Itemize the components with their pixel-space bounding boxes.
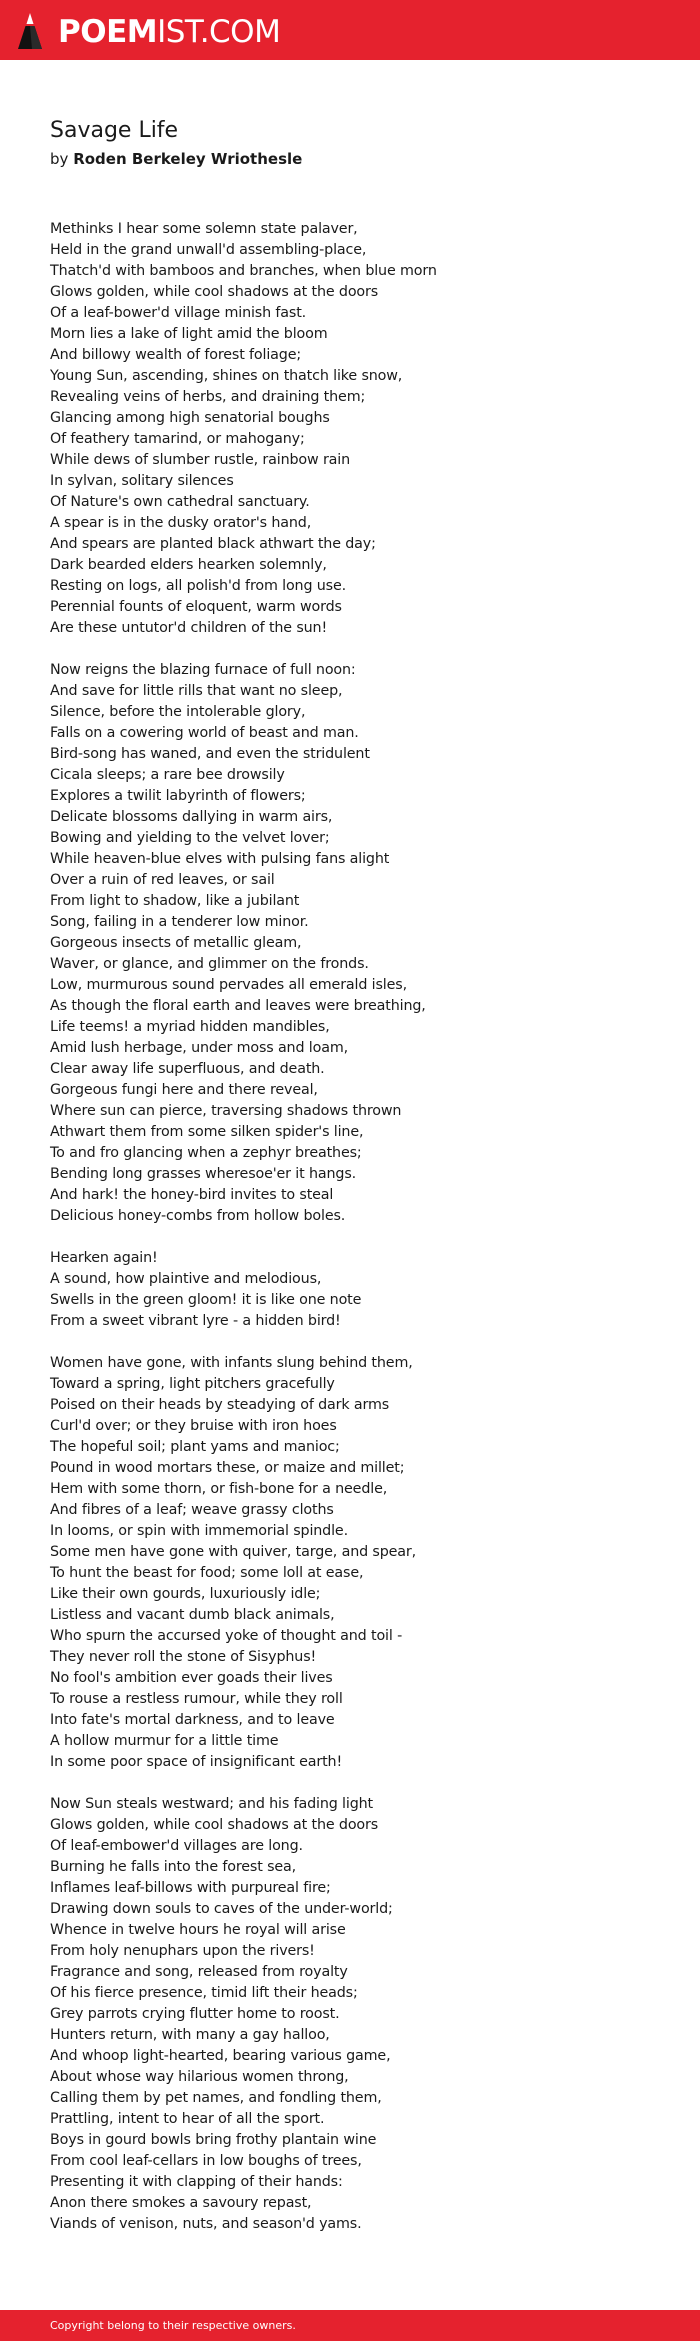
poem-line: Resting on logs, all polish'd from long use. bbox=[50, 578, 347, 594]
poem-line: Drawing down souls to caves of the under-world; bbox=[50, 1901, 393, 1917]
stanza bbox=[50, 1794, 670, 2235]
poem-line: Women have gone, with infants slung behind them, bbox=[50, 1355, 413, 1371]
poem-line: Athwart them from some silken spider's line, bbox=[50, 1124, 364, 1140]
poem-line: Explores a twilit labyrinth of flowers; bbox=[50, 788, 306, 804]
poem-line: Bending long grasses wheresoe'er it hangs. bbox=[50, 1166, 357, 1182]
poem-line: Prattling, intent to hear of all the sport. bbox=[50, 2111, 325, 2127]
poem-line: Of his fierce presence, timid lift their heads; bbox=[50, 1985, 358, 2001]
poem-line: As though the floral earth and leaves were breathing, bbox=[50, 998, 426, 1014]
poem-line: Of feathery tamarind, or mahogany; bbox=[50, 431, 305, 447]
poem-line: Life teems! a myriad hidden mandibles, bbox=[50, 1019, 330, 1035]
poem-line: Silence, before the intolerable glory, bbox=[50, 704, 306, 720]
logo-text-bold: POEM bbox=[58, 13, 158, 50]
poem-line: Now Sun steals westward; and his fading light bbox=[50, 1796, 373, 1812]
poem-line: Swells in the green gloom! it is like one note bbox=[50, 1292, 362, 1308]
poem-line: In looms, or spin with immemorial spindle. bbox=[50, 1523, 348, 1539]
poem-line: A sound, how plaintive and melodious, bbox=[50, 1271, 322, 1287]
poem-title: Savage Life bbox=[50, 118, 179, 143]
poem-line: Who spurn the accursed yoke of thought and toil - bbox=[50, 1628, 403, 1644]
poem-line: Curl'd over; or they bruise with iron hoes bbox=[50, 1418, 337, 1434]
stanza bbox=[50, 1353, 670, 1773]
logo-text-light: IST.COM bbox=[157, 13, 281, 50]
poem-line: Are these untutor'd children of the sun! bbox=[50, 620, 328, 636]
poem-line: Delicious honey-combs from hollow boles. bbox=[50, 1208, 346, 1224]
poem-line: Falls on a cowering world of beast and man. bbox=[50, 725, 359, 741]
poem-line: And spears are planted black athwart the day; bbox=[50, 536, 376, 552]
poem-line: Of leaf-embower'd villages are long. bbox=[50, 1838, 303, 1854]
poem-line: Presenting it with clapping of their hands: bbox=[50, 2174, 343, 2190]
stanza bbox=[50, 1248, 670, 1332]
site-header bbox=[0, 0, 700, 60]
poem-line: Morn lies a lake of light amid the bloom bbox=[50, 326, 328, 342]
poem-line: Low, murmurous sound pervades all emerald isles, bbox=[50, 977, 407, 993]
poem-line: Perennial founts of eloquent, warm words bbox=[50, 599, 342, 615]
poem-line: Some men have gone with quiver, targe, and spear, bbox=[50, 1544, 417, 1560]
poem-line: While dews of slumber rustle, rainbow rain bbox=[50, 452, 351, 468]
stanza bbox=[50, 660, 670, 1227]
copyright-text: Copyright belong to their respective owners. bbox=[50, 2319, 296, 2332]
poem-line: Of Nature's own cathedral sanctuary. bbox=[50, 494, 310, 510]
poem-line: About whose way hilarious women throng, bbox=[50, 2069, 349, 2085]
poem-line: Clear away life superfluous, and death. bbox=[50, 1061, 325, 1077]
poem-line: Poised on their heads by steadying of dark arms bbox=[50, 1397, 390, 1413]
poem-line: Waver, or glance, and glimmer on the fronds. bbox=[50, 956, 369, 972]
by-label: by bbox=[50, 150, 69, 168]
site-footer bbox=[0, 2310, 700, 2341]
poem-line: Boys in gourd bowls bring frothy plantain wine bbox=[50, 2132, 377, 2148]
poem-line: Delicate blossoms dallying in warm airs, bbox=[50, 809, 333, 825]
poem-line: Glancing among high senatorial boughs bbox=[50, 410, 330, 426]
poem-line: Hunters return, with many a gay halloo, bbox=[50, 2027, 330, 2043]
poem-line: Dark bearded elders hearken solemnly, bbox=[50, 557, 327, 573]
poem-line: Pound in wood mortars these, or maize and millet; bbox=[50, 1460, 405, 1476]
poem-line: From a sweet vibrant lyre - a hidden bird! bbox=[50, 1313, 341, 1329]
author-name: Roden Berkeley Wriothesle bbox=[73, 150, 303, 168]
poem-line: Young Sun, ascending, shines on thatch like snow, bbox=[50, 368, 403, 384]
poem-line: To hunt the beast for food; some loll at ease, bbox=[50, 1565, 364, 1581]
poem-line: From light to shadow, like a jubilant bbox=[50, 893, 300, 909]
poem-line: Cicala sleeps; a rare bee drowsily bbox=[50, 767, 285, 783]
poem-line: Toward a spring, light pitchers gracefully bbox=[50, 1376, 335, 1392]
pencil-logo-icon bbox=[18, 13, 42, 51]
poem-line: And billowy wealth of forest foliage; bbox=[50, 347, 302, 363]
poem-line: Whence in twelve hours he royal will arise bbox=[50, 1922, 346, 1938]
poem-line: They never roll the stone of Sisyphus! bbox=[50, 1649, 317, 1665]
poem-line: Thatch'd with bamboos and branches, when blue morn bbox=[50, 263, 437, 279]
poem-line: To and fro glancing when a zephyr breathes; bbox=[50, 1145, 362, 1161]
poem-line: Bowing and yielding to the velvet lover; bbox=[50, 830, 330, 846]
poem-line: Now reigns the blazing furnace of full noon: bbox=[50, 662, 356, 678]
site-logo-text bbox=[58, 13, 281, 50]
poem-line: No fool's ambition ever goads their lives bbox=[50, 1670, 333, 1686]
poem-line: Glows golden, while cool shadows at the doors bbox=[50, 1817, 379, 1833]
poem-line: From holy nenuphars upon the rivers! bbox=[50, 1943, 315, 1959]
poem-line: And hark! the honey-bird invites to steal bbox=[50, 1187, 334, 1203]
poem-line: Listless and vacant dumb black animals, bbox=[50, 1607, 335, 1623]
poem-line: Calling them by pet names, and fondling them, bbox=[50, 2090, 382, 2106]
site-logo-link[interactable] bbox=[18, 12, 280, 52]
poem-line: Hem with some thorn, or fish-bone for a needle, bbox=[50, 1481, 388, 1497]
poem-line: Gorgeous insects of metallic gleam, bbox=[50, 935, 302, 951]
poem-line: Song, failing in a tenderer low minor. bbox=[50, 914, 309, 930]
poem-line: Methinks I hear some solemn state palaver, bbox=[50, 221, 358, 237]
poem-line: Into fate's mortal darkness, and to leave bbox=[50, 1712, 335, 1728]
poem-line: Fragrance and song, released from royalty bbox=[50, 1964, 348, 1980]
poem-line: The hopeful soil; plant yams and manioc; bbox=[50, 1439, 340, 1455]
poem-line: Bird-song has waned, and even the stridulent bbox=[50, 746, 370, 762]
poem-line: Like their own gourds, luxuriously idle; bbox=[50, 1586, 321, 1602]
poem-line: And fibres of a leaf; weave grassy cloths bbox=[50, 1502, 334, 1518]
poem-line: Revealing veins of herbs, and draining them; bbox=[50, 389, 366, 405]
poem-line: Where sun can pierce, traversing shadows thrown bbox=[50, 1103, 402, 1119]
poem-line: Of a leaf-bower'd village minish fast. bbox=[50, 305, 307, 321]
poem-line: From cool leaf-cellars in low boughs of trees, bbox=[50, 2153, 362, 2169]
poem-line: Hearken again! bbox=[50, 1250, 158, 1266]
poem-line: Glows golden, while cool shadows at the doors bbox=[50, 284, 379, 300]
poem-line: A hollow murmur for a little time bbox=[50, 1733, 279, 1749]
poem-line: In some poor space of insignificant earth! bbox=[50, 1754, 343, 1770]
poem-line: Amid lush herbage, under moss and loam, bbox=[50, 1040, 348, 1056]
poem-line: And save for little rills that want no sleep, bbox=[50, 683, 343, 699]
poem-header bbox=[50, 116, 650, 170]
poem-line: Grey parrots crying flutter home to roost. bbox=[50, 2006, 340, 2022]
poem-line: To rouse a restless rumour, while they roll bbox=[50, 1691, 343, 1707]
poem-line: While heaven-blue elves with pulsing fans alight bbox=[50, 851, 390, 867]
poem-line: Inflames leaf-billows with purpureal fire; bbox=[50, 1880, 331, 1896]
poem-line: Held in the grand unwall'd assembling-place, bbox=[50, 242, 367, 258]
poem-line: Over a ruin of red leaves, or sail bbox=[50, 872, 275, 888]
poem-line: Gorgeous fungi here and there reveal, bbox=[50, 1082, 318, 1098]
stanza bbox=[50, 219, 670, 639]
poem-line: In sylvan, solitary silences bbox=[50, 473, 234, 489]
poem-line: Viands of venison, nuts, and season'd yams. bbox=[50, 2216, 362, 2232]
byline bbox=[50, 148, 650, 170]
poem-line: And whoop light-hearted, bearing various game, bbox=[50, 2048, 391, 2064]
poem-line: Burning he falls into the forest sea, bbox=[50, 1859, 297, 1875]
poem-line: Anon there smokes a savoury repast, bbox=[50, 2195, 312, 2211]
poem-line: A spear is in the dusky orator's hand, bbox=[50, 515, 312, 531]
poem-body bbox=[50, 219, 670, 2256]
